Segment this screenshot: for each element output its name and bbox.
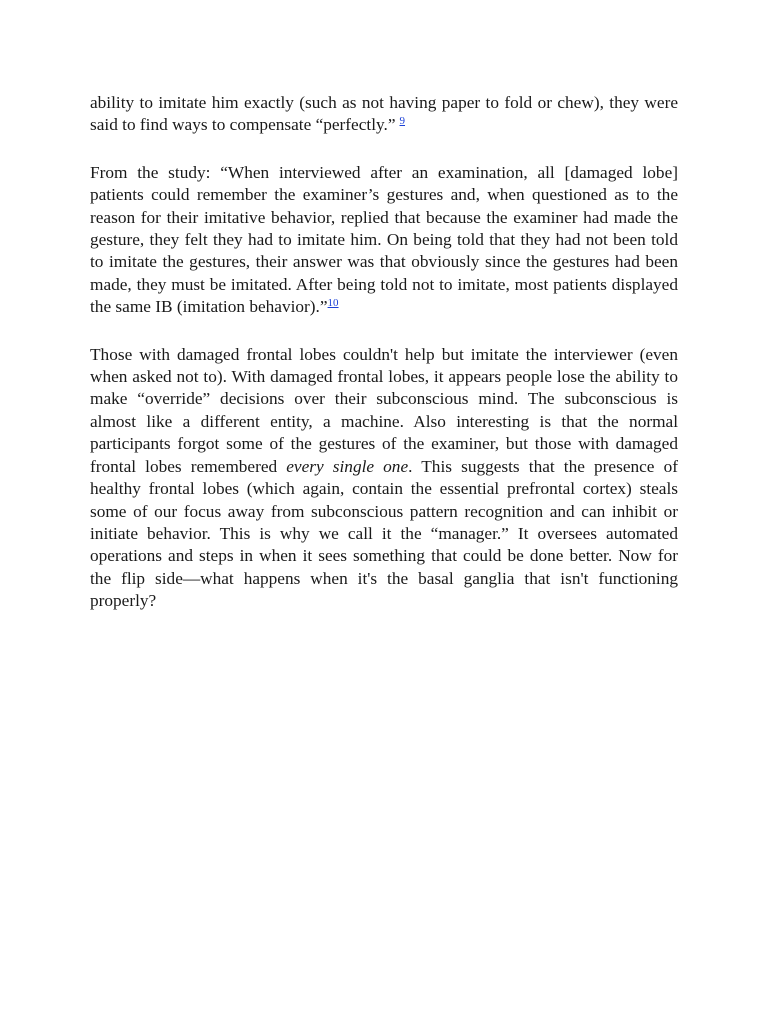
document-page (90, 92, 678, 638)
paragraph-2 (90, 162, 678, 319)
paragraph-3-emphasis: every single one (286, 456, 409, 476)
paragraph-1 (90, 92, 678, 137)
paragraph-3-text-after: . This suggests that the presence of healthy frontal lobes (which again, contain the essential prefrontal cortex) steals some of our focus away from subconscious pattern recognition and can inhibit or initiate behavior. This is why we call it the “manager.” It oversees automated operations and steps in when it sees something that could be done better. Now for the flip side—what happens when it's the basal ganglia that isn't functioning properly? (90, 456, 678, 611)
paragraph-3-text-before: Those with damaged frontal lobes couldn't help but imitate the interviewer (even when asked not to). With damaged frontal lobes, it appears people lose the ability to make “override” decisions over their subconscious mind. The subconscious is almost like a different entity, a machine. Also interesting is that the normal participants forgot some of the gestures of the examiner, but those with damaged frontal lobes remembered (90, 344, 678, 476)
footnote-link-10[interactable]: 10 (327, 297, 339, 310)
paragraph-3 (90, 344, 678, 613)
footnote-link-9[interactable]: 9 (399, 115, 406, 128)
paragraph-1-text: ability to imitate him exactly (such as not having paper to fold or chew), they were said to find ways to compensate “perfectly.” (90, 93, 678, 135)
paragraph-2-text: From the study: “When interviewed after an examination, all [damaged lobe] patients could remember the examiner’s gestures and, when questioned as to the reason for their imitative behavior, replied that because the examiner had made the gesture, they felt they had to imitate him. On being told that they had not been told to imitate the gestures, their answer was that obviously since the gestures had been made, they must be imitated. After being told not to imitate, most patients displayed the same IB (imitation behavior).” (90, 162, 678, 317)
